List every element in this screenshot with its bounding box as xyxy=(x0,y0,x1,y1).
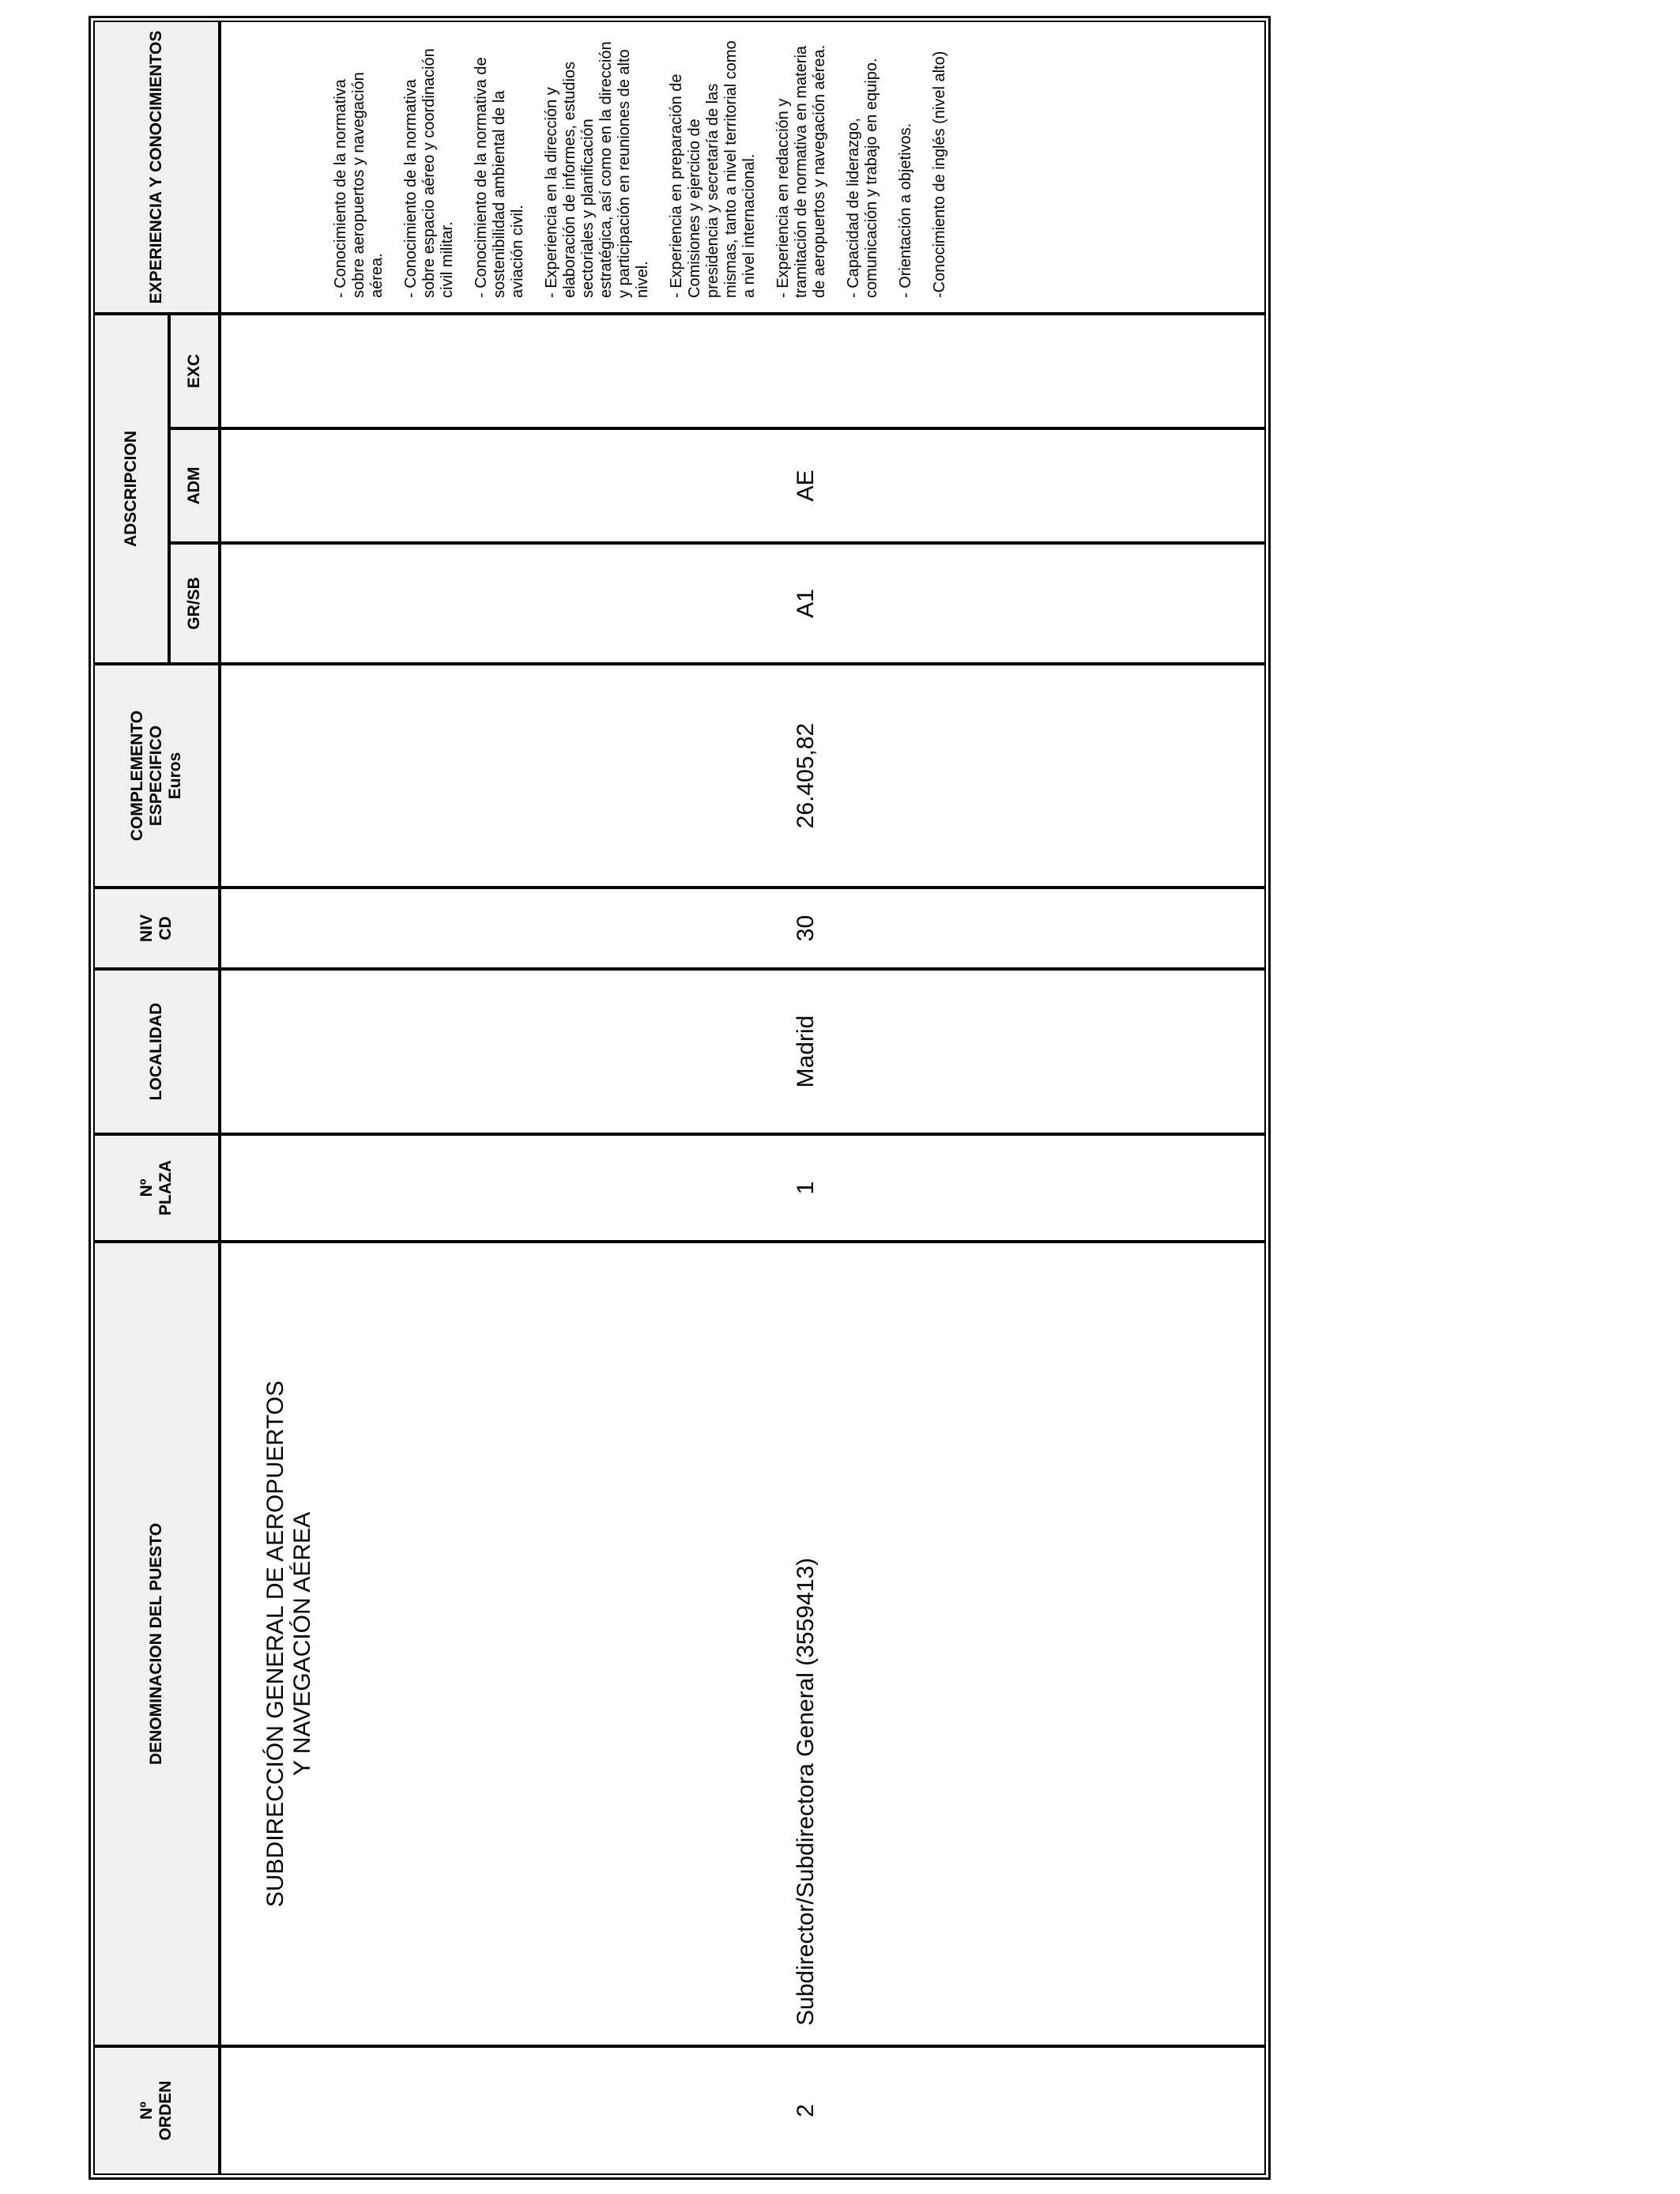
experiencia-item: -Conocimiento de inglés (nivel alto) xyxy=(931,51,948,298)
experiencia-list xyxy=(332,37,965,298)
adm-value: AE xyxy=(793,469,819,502)
experiencia-item: - Conocimiento de la normativa de sostenibilidad ambiental de la aviación civil. xyxy=(473,57,526,298)
cell-localidad xyxy=(220,969,1266,1134)
localidad-value: Madrid xyxy=(793,1015,819,1088)
gr-sb-value: A1 xyxy=(793,589,819,618)
rotated-table-sheet xyxy=(89,16,1271,2180)
experiencia-item: - Capacidad de liderazgo, comunicación y trabajo en equipo. xyxy=(845,58,880,298)
cell-complemento xyxy=(220,664,1266,888)
header-niv-cd: NIV CD xyxy=(93,888,220,969)
experiencia-item: - Experiencia en la dirección y elaboración de informes, estudios sectoriales y planificación estratégica, así como en la dirección y participación en reuniones de alto nivel. xyxy=(543,41,651,298)
header-complemento: COMPLEMENTO ESPECIFICO Euros xyxy=(93,664,220,888)
cell-orden xyxy=(220,2046,1266,2175)
section-title: SUBDIRECCIÓN GENERAL DE AEROPUERTOS Y NAVEGACIÓN AÉREA xyxy=(262,1380,315,1908)
cell-denominacion xyxy=(220,1242,1266,2046)
experiencia-item: - Conocimiento de la normativa sobre aeropuertos y navegación aérea. xyxy=(332,72,386,298)
experiencia-item: - Experiencia en preparación de Comisiones y ejercicio de presidencia y secretaría de las mismas, tanto a nivel territorial como a nivel internacional. xyxy=(668,40,758,298)
denominacion-value: Subdirector/Subdirectora General (3559413) xyxy=(793,1557,819,2026)
cell-exc xyxy=(220,314,1266,428)
experiencia-item: - Orientación a objetivos. xyxy=(897,123,914,298)
niv-cd-value: 30 xyxy=(793,914,819,942)
header-plaza: Nº PLAZA xyxy=(93,1134,220,1242)
header-exc: EXC xyxy=(169,314,220,428)
cell-gr-sb xyxy=(220,543,1266,664)
plaza-value: 1 xyxy=(793,1181,819,1195)
header-gr-sb: GR/SB xyxy=(169,543,220,664)
cell-plaza xyxy=(220,1134,1266,1242)
header-localidad: LOCALIDAD xyxy=(93,969,220,1134)
header-orden: Nº ORDEN xyxy=(93,2046,220,2175)
cell-niv-cd xyxy=(220,888,1266,969)
header-adscripcion: ADSCRIPCION xyxy=(93,314,169,664)
header-denominacion: DENOMINACION DEL PUESTO xyxy=(93,1242,220,2046)
header-experiencia: EXPERIENCIA Y CONOCIMIENTOS xyxy=(93,21,220,314)
experiencia-item: - Conocimiento de la normativa sobre espacio aéreo y coordinación civil militar. xyxy=(402,48,456,298)
cell-adm xyxy=(220,428,1266,543)
complemento-value: 26.405,82 xyxy=(793,722,819,829)
orden-value: 2 xyxy=(793,2104,819,2117)
cell-experiencia xyxy=(220,21,1266,314)
experiencia-item: - Experiencia en redacción y tramitación de normativa en materia de aeropuertos y navegación aérea. xyxy=(774,44,828,298)
header-adm: ADM xyxy=(169,428,220,543)
